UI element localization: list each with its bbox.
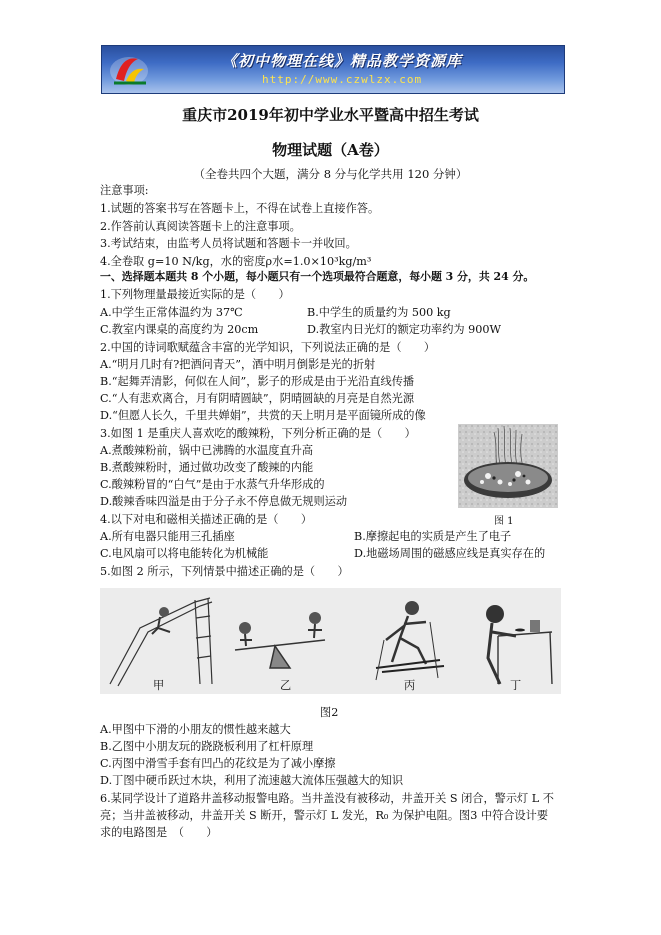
panel-label: 丁 [510,679,522,692]
notice-item: 2.作答前认真阅读答题卡上的注意事项。 [100,220,301,233]
option-d: D.“但愿人长久，千里共婵娟”，共赏的天上明月是平面镜所成的像 [100,409,426,422]
notice-heading: 注意事项: [100,184,149,197]
option-b: B.乙图中小朋友玩的跷跷板利用了杠杆原理 [100,740,314,753]
option-a: A.中学生正常体温约为 37℃ [100,306,243,319]
option-b: B.摩擦起电的实质是产生了电子 [354,530,512,543]
notice-item: 3.考试结束，由监考人员将试题和答题卡一并收回。 [100,237,357,250]
option-a: A.甲图中下滑的小朋友的惯性越来越大 [100,723,291,736]
exam-subtitle: 物理试题（A卷） [272,141,389,159]
section-heading: 一、选择题本题共 8 个小题，每小题只有一个选项最符合题意，每小题 3 分，共 24 分。 [100,270,535,283]
question-stem: 1.下列物理量最接近实际的是（ ） [100,288,290,301]
figure-2-scenes [100,588,561,694]
option-c: C.“人有悲欢离合，月有阴晴圆缺”，阴晴圆缺的月亮是自然光源 [100,392,415,405]
question-stem: 3.如图 1 是重庆人喜欢吃的酸辣粉，下列分析正确的是（ ） [100,427,416,440]
panel-label: 甲 [153,679,165,692]
notice-item: 1.试题的答案书写在答题卡上，不得在试卷上直接作答。 [100,202,380,215]
question-stem: 求的电路图是 （ ） [100,826,218,839]
figure-2-caption: 图2 [320,706,339,719]
banner-url[interactable]: http://www.czwlzx.com [262,73,423,86]
panel-label: 乙 [280,679,292,692]
option-a: A.所有电器只能用三孔插座 [100,530,235,543]
question-stem: 6.某同学设计了道路井盖移动报警电路。当井盖没有被移动，井盖开关 S 闭合，警示灯 L 不 [100,792,554,805]
exam-note: （全卷共四个大题，满分 8 分与化学共用 120 分钟） [193,167,468,181]
question-stem: 4.以下对电和磁相关描述正确的是（ ） [100,513,313,526]
notice-item: 4.全卷取 g=10 N/kg，水的密度ρ水=1.0×10³kg/m³ [100,255,372,268]
option-b: B.“起舞弄清影，何似在人间”，影子的形成是由于光沿直线传播 [100,375,415,388]
option-d: D.酸辣香味四溢是由于分子永不停息做无规则运动 [100,495,348,508]
figure-1-caption: 图 1 [494,516,514,527]
option-c: C.酸辣粉冒的“白气”是由于水蒸气升华形成的 [100,478,325,491]
panel-label: 丙 [404,679,416,692]
question-stem: 亮；当井盖被移动，井盖开关 S 断开，警示灯 L 发光，R₀ 为保护电阻。图3 中符合设计要 [100,809,549,822]
option-c: C.教室内课桌的高度约为 20cm [100,323,259,336]
option-d: D.丁图中硬币跃过木块，利用了流速越大流体压强越大的知识 [100,774,404,787]
figure-1-noodle-bowl [458,424,558,508]
exam-title: 重庆市2019年初中学业水平暨高中招生考试 [182,106,479,124]
option-a: A.“明月几时有?把酒问青天”，酒中明月倒影是光的折射 [100,358,376,371]
option-b: B.中学生的质量约为 500 kg [307,306,451,319]
question-stem: 2.中国的诗词歌赋蕴含丰富的光学知识，下列说法正确的是（ ） [100,341,436,354]
question-stem: 5.如图 2 所示，下列情景中描述正确的是（ ） [100,565,349,578]
banner-title: 《初中物理在线》精品教学资源库 [222,52,463,70]
option-a: A.煮酸辣粉前，锅中已沸腾的水温度直升高 [100,444,314,457]
option-d: D.教室内日光灯的额定功率约为 900W [307,323,501,336]
site-logo-icon [108,49,150,89]
option-b: B.煮酸辣粉时，通过做功改变了酸辣的内能 [100,461,314,474]
option-c: C.丙图中滑雪手套有凹凸的花纹是为了减小摩擦 [100,757,336,770]
option-d: D.地磁场周围的磁感应线是真实存在的 [354,547,546,560]
header-banner [101,45,565,94]
option-c: C.电风扇可以将电能转化为机械能 [100,547,269,560]
